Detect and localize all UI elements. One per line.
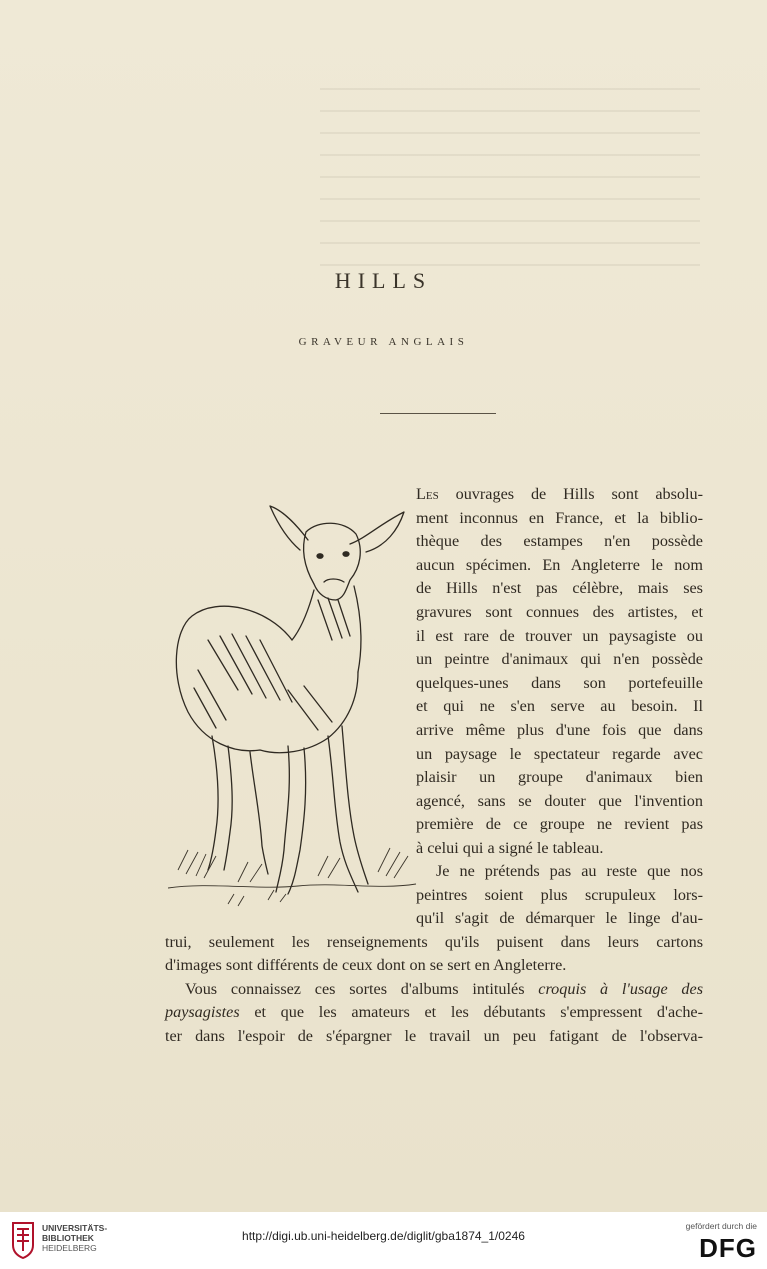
text-line: à celui qui a signé le tableau. — [416, 839, 604, 857]
text-line: un peintre d'animaux qui n'en possède — [416, 650, 703, 668]
text-line-content: Vous connaissez ces sortes d'albums intitulés — [185, 980, 539, 998]
text-line: Je ne prétends pas au reste que nos — [436, 862, 703, 880]
text-line: thèque des estampes n'en possède — [416, 532, 703, 550]
text-line: un paysage le spectateur regarde avec — [416, 745, 703, 763]
text-line: qu'il s'agit de démarquer le linge d'au- — [416, 909, 703, 927]
text-line: plaisir un groupe d'animaux bien — [416, 768, 703, 786]
text-line: quelques-unes dans son portefeuille — [416, 674, 703, 692]
text-line: ment inconnus en France, et la biblio- — [416, 509, 703, 527]
text-line: d'images sont différents de ceux dont on se sert en Angleterre. — [165, 956, 567, 974]
institution-line: UNIVERSITÄTS- — [42, 1223, 108, 1233]
text-line: peintres soient plus scrupuleux lors- — [416, 886, 703, 904]
deer-engraving — [168, 490, 418, 920]
funded-by-label: gefördert durch die — [685, 1221, 757, 1231]
page-title: HILLS — [334, 268, 433, 293]
text-line: aucun spécimen. En Angleterre le nom — [416, 556, 703, 574]
institution-line: BIBLIOTHEK — [42, 1233, 94, 1243]
dfg-logo[interactable]: DFG — [699, 1233, 757, 1263]
text-line-content: ouvrages de Hills sont absolu- — [438, 485, 703, 503]
institution-line: HEIDELBERG — [42, 1243, 97, 1253]
text-line: gravures sont connues des artistes, et — [416, 603, 703, 621]
title-divider — [380, 413, 496, 414]
drop-word: Les — [416, 485, 439, 503]
permalink-url[interactable]: http://digi.ub.uni-heidelberg.de/diglit/gba1874_1/0246 — [242, 1229, 525, 1243]
text-line: il est rare de trouver un paysagiste ou — [416, 627, 703, 645]
text-line — [185, 978, 703, 1002]
text-line-content: et que les amateurs et les débutants s'empressent d'ache- — [239, 1003, 703, 1021]
text-line: première de ce groupe ne revient pas — [416, 815, 703, 833]
text-line: de Hills n'est pas célèbre, mais ses — [416, 579, 703, 597]
text-line: arrive même plus d'une fois que dans — [416, 721, 703, 739]
italic-title: paysagistes — [165, 1003, 240, 1021]
text-line — [165, 1001, 703, 1025]
text-line: ter dans l'espoir de s'épargner le travail un peu fatigant de l'observa- — [165, 1027, 703, 1045]
show-through-text — [320, 88, 700, 268]
text-line: et qui ne s'en serve au besoin. Il — [416, 697, 703, 715]
text-line: trui, seulement les renseignements qu'ils puisent dans leurs cartons — [165, 933, 703, 951]
text-line: agencé, sans se douter que l'invention — [416, 792, 703, 810]
page-subtitle: GRAVEUR ANGLAIS — [298, 336, 469, 348]
text-line — [416, 483, 703, 507]
italic-title: croquis à l'usage des — [538, 980, 703, 998]
